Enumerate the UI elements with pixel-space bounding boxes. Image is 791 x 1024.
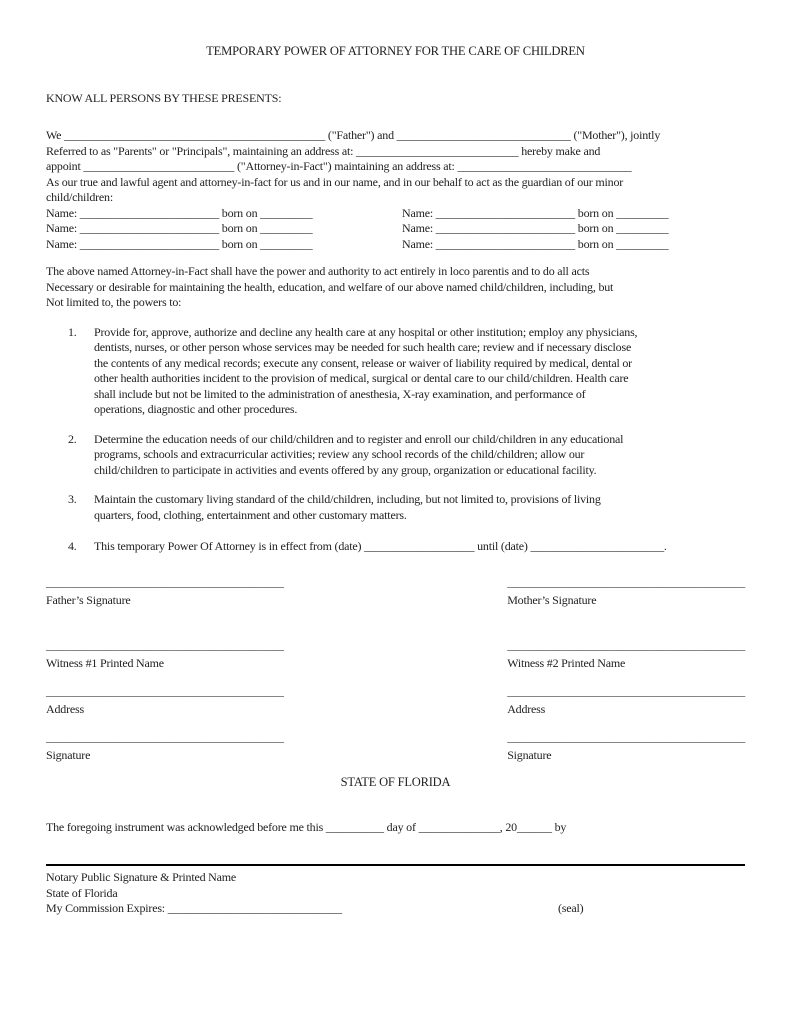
document-title: TEMPORARY POWER OF ATTORNEY FOR THE CARE OF CHILDREN xyxy=(206,44,585,58)
child-name-field: Name: ________________________ born on _________ xyxy=(402,205,669,220)
powers-preamble-line: Necessary or desirable for maintaining the health, education, and welfare of our above named child/children, including, but xyxy=(46,279,614,294)
child-name-field: Name: ________________________ born on _________ xyxy=(46,205,313,220)
power-item-line: This temporary Power Of Attorney is in effect from (date) ___________________ until (date) _______________________. xyxy=(94,539,667,553)
power-item-number: 1. xyxy=(68,324,77,339)
intro-paragraph xyxy=(46,128,745,206)
signature-row-witness-names xyxy=(46,638,745,672)
child-name-row xyxy=(46,221,745,237)
power-item-line: child/children to participate in activities and events offered by any group, organization or educational facility. xyxy=(94,462,597,477)
witness1-name-label: Witness #1 Printed Name xyxy=(46,656,164,670)
power-item-line: programs, schools and extracurricular activities; review any school records of the child/children; allow our xyxy=(94,447,585,461)
power-item-education xyxy=(46,432,745,479)
powers-preamble-line: Not limited to, the powers to: xyxy=(46,295,182,309)
signature-line: _________________________________________ xyxy=(46,729,284,744)
child-name-field: Name: ________________________ born on _________ xyxy=(402,221,669,235)
notary-block xyxy=(46,870,745,917)
power-item-line: Maintain the customary living standard of the child/children, including, but not limited to, provisions of living xyxy=(94,492,601,506)
power-item-line: Determine the education needs of our child/children and to register and enroll our child/children in any educational xyxy=(94,431,624,446)
signature-row-parents xyxy=(46,575,745,609)
witness2-address-block xyxy=(507,684,745,718)
acknowledgment-line: The foregoing instrument was acknowledged before me this __________ day of ______________, 20______ by xyxy=(46,820,567,834)
power-item-line: other health authorities incident to the provision of medical, surgical or dental care to our child/children. Health care xyxy=(94,371,629,385)
signature-line: _________________________________________ xyxy=(46,574,284,589)
signature-line: _________________________________________ xyxy=(46,683,284,698)
signature-line: _________________________________________ xyxy=(507,729,745,744)
intro-line-agent: As our true and lawful agent and attorney-in-fact for us and in our name, and in our behalf to act as the guardian of our minor xyxy=(46,174,624,189)
fathers-signature-label: Father’s Signature xyxy=(46,593,131,607)
intro-line-appoint: appoint __________________________ ("Attorney-in-Fact") maintaining an address at: ______________________________ xyxy=(46,159,632,173)
powers-preamble-line: The above named Attorney-in-Fact shall have the power and authority to act entirely in loco parentis and to do all acts xyxy=(46,264,590,278)
power-item-effective-dates xyxy=(46,539,745,555)
state-heading: STATE OF FLORIDA xyxy=(340,774,451,789)
child-name-row xyxy=(46,237,745,253)
intro-line-children: child/children: xyxy=(46,190,113,204)
fathers-signature-block xyxy=(46,575,507,609)
power-item-line: operations, diagnostic and other procedures. xyxy=(94,402,298,416)
signature-line: _________________________________________ xyxy=(507,637,745,652)
notary-name-line: Notary Public Signature & Printed Name xyxy=(46,870,237,884)
witness1-signature-block xyxy=(46,730,507,764)
intro-line-parents-address: Referred to as "Parents" or "Principals", maintaining an address at: ____________________________ hereby make and xyxy=(46,143,601,158)
child-name-field: Name: ________________________ born on _________ xyxy=(402,236,669,251)
address-label-right: Address xyxy=(507,702,546,716)
signature-label-left: Signature xyxy=(46,748,91,762)
signature-label-right: Signature xyxy=(507,748,552,762)
witness1-name-block xyxy=(46,638,507,672)
signature-section xyxy=(46,575,745,764)
child-name-row xyxy=(46,206,745,222)
signature-line: _________________________________________ xyxy=(507,574,745,589)
seal-note: (seal) xyxy=(558,901,584,915)
address-label-left: Address xyxy=(46,702,84,716)
notary-divider-rule xyxy=(46,864,745,867)
commission-expires-line xyxy=(46,901,745,917)
witness2-name-block xyxy=(507,638,745,672)
power-item-line: quarters, food, clothing, entertainment and other customary matters. xyxy=(94,507,407,522)
children-name-list xyxy=(46,206,745,253)
witness2-signature-block xyxy=(507,730,745,764)
power-item-living-standard xyxy=(46,492,745,523)
power-item-line: shall include but not be limited to the administration of anesthesia, X-ray examination, and performance of xyxy=(94,386,586,401)
power-item-healthcare xyxy=(46,325,745,418)
power-item-line: dentists, nurses, or other person whose services may be needed for such health care; review and if necessary disclose xyxy=(94,340,632,354)
salutation-heading: KNOW ALL PERSONS BY THESE PRESENTS: xyxy=(46,90,282,105)
power-item-line: the contents of any medical records; execute any consent, release or waiver of liability required by medical, dental or xyxy=(94,355,632,370)
signature-line: _________________________________________ xyxy=(507,683,745,698)
signature-row-addresses xyxy=(46,684,745,718)
witness1-address-block xyxy=(46,684,507,718)
signature-row-witness-signatures xyxy=(46,730,745,764)
notary-state-line: State of Florida xyxy=(46,885,118,900)
signature-line: _________________________________________ xyxy=(46,637,284,652)
powers-preamble xyxy=(46,264,745,311)
mothers-signature-block xyxy=(507,575,745,609)
mothers-signature-label: Mother’s Signature xyxy=(507,593,597,607)
witness2-name-label: Witness #2 Printed Name xyxy=(507,656,626,670)
power-item-number: 2. xyxy=(68,431,77,446)
child-name-field: Name: ________________________ born on _________ xyxy=(46,236,313,251)
commission-expires-text: My Commission Expires: ______________________________ xyxy=(46,901,342,915)
powers-list xyxy=(46,325,745,555)
power-item-number: 4. xyxy=(68,539,77,553)
child-name-field: Name: ________________________ born on _________ xyxy=(46,221,313,235)
power-item-number: 3. xyxy=(68,492,77,506)
intro-line-father-mother: We _____________________________________________ ("Father") and ______________________________ ("Mother"), jointly xyxy=(46,128,661,142)
power-item-line: Provide for, approve, authorize and decline any health care at any hospital or other institution; employ any physicians, xyxy=(94,324,638,339)
